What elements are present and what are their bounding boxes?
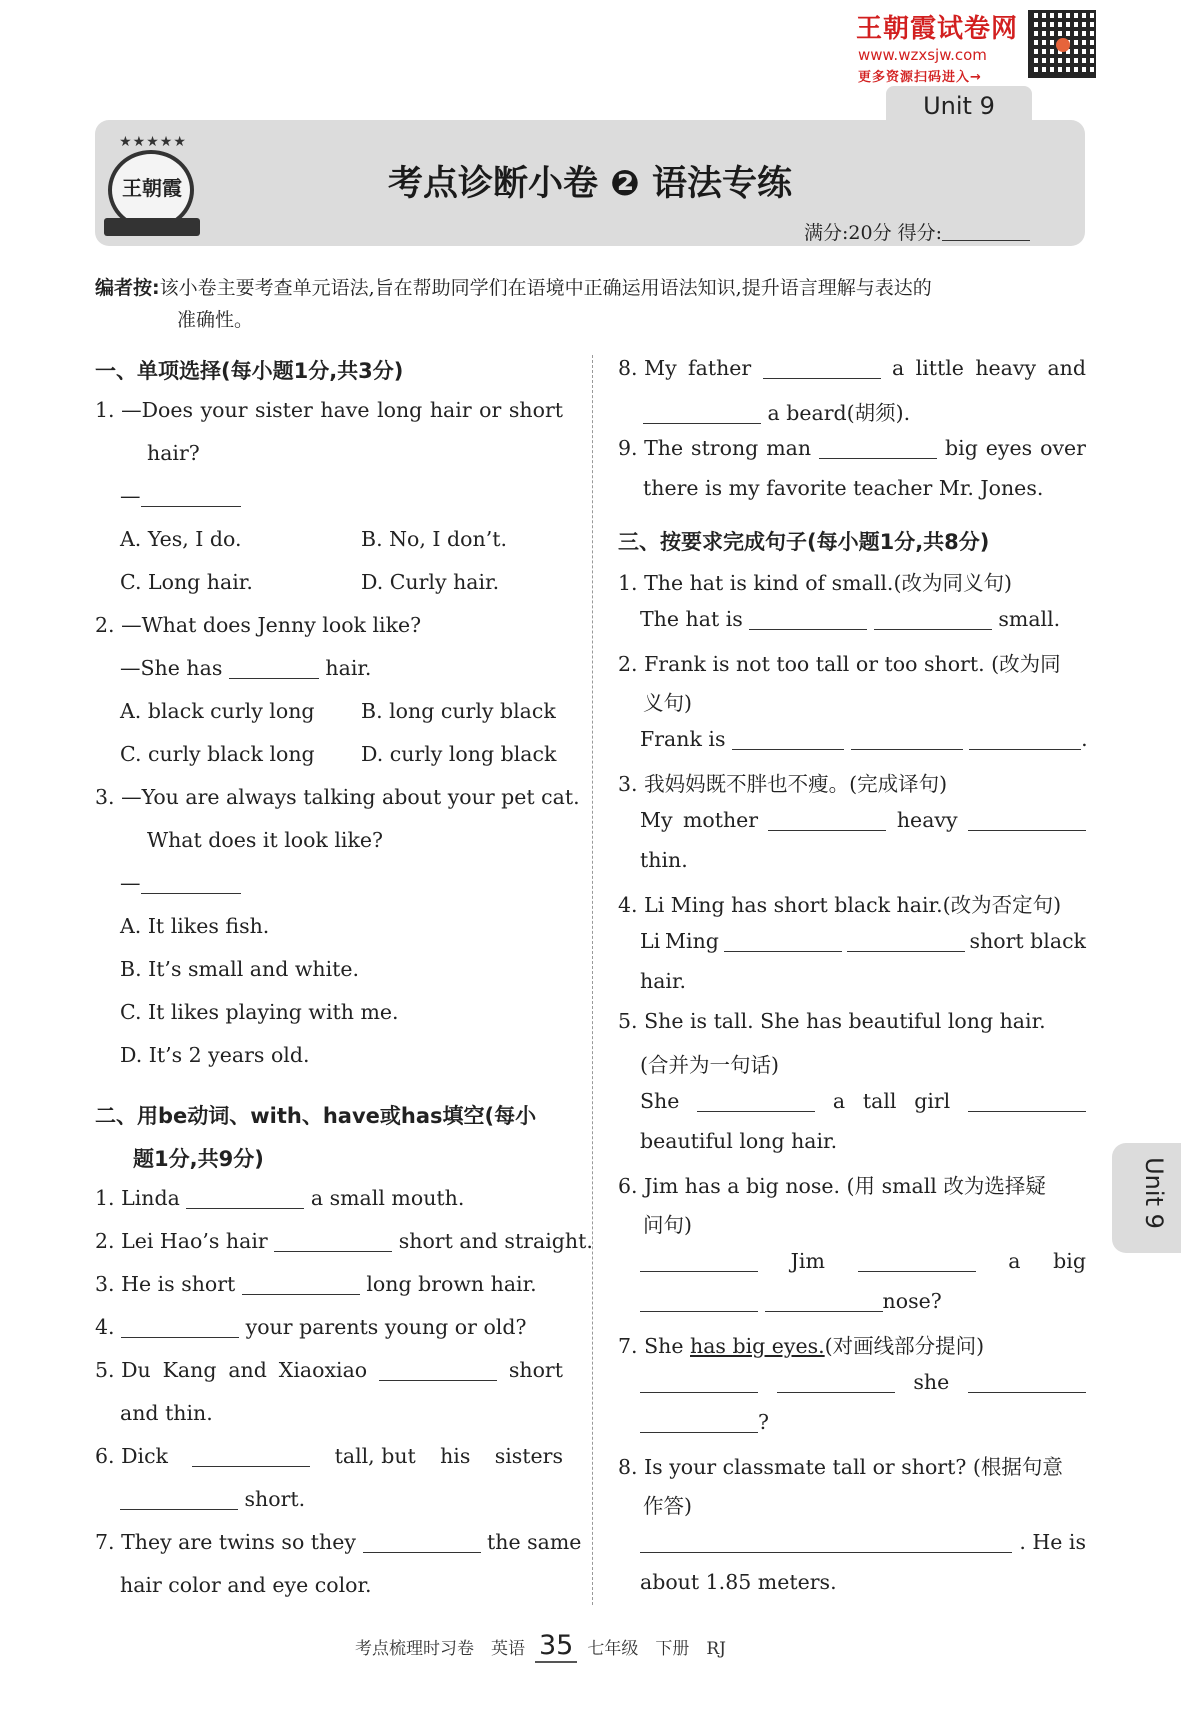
text: a [1008,1249,1021,1273]
answer-blank[interactable] [640,1370,758,1393]
answer-blank[interactable] [186,1186,304,1209]
text: have [320,398,370,422]
answer-blank[interactable] [141,871,241,894]
answer-blank[interactable] [874,607,992,630]
s2-q5-line1 [95,1358,563,1382]
q2-option-c[interactable]: C. curly black long [120,742,315,766]
answer-blank[interactable] [640,1249,758,1272]
text: 3. He is short [95,1272,236,1296]
text: man [766,436,812,460]
score-label: 满分:20分 得分: [804,222,943,244]
q2-option-a[interactable]: A. black curly long [120,699,315,723]
q1-option-c[interactable]: C. Long hair. [120,570,253,594]
q2-option-d[interactable]: D. curly long black [361,742,557,766]
text: or [479,398,502,422]
s3-q5-line3 [640,1089,1086,1113]
text: tall [862,1089,897,1113]
text: heavy [975,356,1037,380]
text: your parents young or old? [245,1315,527,1339]
text: sister [255,398,313,422]
text: Xiaoxiao [278,1358,368,1382]
answer-blank[interactable] [858,1249,976,1272]
text: over [1040,436,1086,460]
text: a [892,356,905,380]
s3-q2-line2: 义句) [643,691,692,715]
text: (对画线部分提问) [824,1334,985,1358]
q3-stem-line2: What does it look like? [147,828,384,852]
text: nose? [882,1289,942,1313]
text: big [945,436,978,460]
answer-blank[interactable] [732,727,844,750]
text: The hat is [640,607,743,631]
s3-q2-line1: 2. Frank is not too tall or too short. (改为同 [618,652,1061,676]
text: father [688,356,752,380]
brand-url[interactable]: www.wzxsjw.com [858,46,987,64]
text: short black [969,929,1086,953]
text: small. [998,607,1061,631]
answer-blank[interactable] [819,436,937,459]
unit-tab: Unit 9 [886,86,1032,126]
text: Li [640,929,661,953]
s3-q7-line1 [618,1329,984,1359]
text: She [640,1089,680,1113]
answer-blank[interactable] [763,356,881,379]
logo-stars-icon: ★★★★★ [119,134,187,150]
logo [104,128,200,244]
text: strong [691,436,759,460]
s3-q3-line2 [640,808,1086,832]
s2-q1 [95,1186,464,1210]
text: tall, but [334,1444,416,1468]
text: short. [244,1487,306,1511]
text: girl [914,1089,951,1113]
s3-q8-line3 [640,1530,1086,1554]
answer-blank[interactable] [697,1089,815,1112]
side-unit-label: Unit 9 [1139,1157,1168,1229]
page-title: 考点诊断小卷 ❷ 语法专练 [387,164,792,204]
s3-q2-line3 [640,727,1088,751]
answer-blank[interactable] [968,808,1086,831]
s2-q7-line2: hair color and eye color. [120,1573,372,1597]
q3-stem-line1: 3. —You are always talking about your pet cat. [95,785,580,809]
s3-q6-line4 [640,1289,942,1313]
s3-q5-line2: (合并为一句话) [640,1053,779,1077]
text: 1. —Does [95,398,194,422]
answer-blank[interactable] [192,1444,310,1467]
side-unit-tab [1112,1143,1181,1253]
q3-answer-line [120,871,241,895]
answer-blank[interactable] [242,1272,360,1295]
s3-q4-line1: 4. Li Ming has short black hair.(改为否定句) [618,893,1062,917]
s2-q3 [95,1272,537,1296]
s3-q5-line4: beautiful long hair. [640,1129,838,1153]
s2-q2 [95,1229,593,1253]
s3-q4-line2 [640,929,1086,953]
s2-q8-line2 [643,396,910,426]
text: 5. Du [95,1358,151,1382]
text: sisters [494,1444,563,1468]
s3-q4-line3: hair. [640,969,687,993]
answer-blank[interactable] [969,727,1081,750]
answer-blank[interactable] [724,929,842,952]
text: . He is [1019,1530,1086,1554]
text: 7. They are twins so they [95,1530,356,1554]
s2-q8-line1 [618,356,1086,380]
answer-blank[interactable] [121,1315,239,1338]
text: mother [682,808,759,832]
s2-q9-line1 [618,436,1086,460]
s3-q8-line1: 8. Is your classmate tall or short? (根据句意 [618,1455,1063,1479]
q1-option-d[interactable]: D. Curly hair. [361,570,500,594]
underlined-text: has big eyes. [690,1334,825,1358]
text: heavy [896,808,958,832]
logo-ribbon-icon [104,218,200,236]
text: long [377,398,423,422]
qr-code-icon[interactable] [1028,10,1096,78]
text: 7. She [618,1334,684,1358]
q1-stem-line2: hair? [147,441,200,465]
note-line2: 准确性。 [177,309,254,331]
text: ? [758,1410,769,1434]
answer-blank[interactable] [640,1530,1012,1553]
text: 2. Lei Hao’s hair [95,1229,268,1253]
text: and [1047,356,1086,380]
text: big [1053,1249,1086,1273]
q3-option-a[interactable]: A. It likes fish. [120,914,270,938]
editor-note [95,272,1085,336]
text: and [228,1358,267,1382]
section2-title-line2: 题1分,共9分) [133,1147,264,1171]
s2-q6-line2 [120,1487,305,1511]
text: the same [487,1530,582,1554]
s2-q6-line1 [95,1444,563,1468]
page-number: 35 [535,1630,577,1663]
text: short [508,1358,563,1382]
q1-answer-line [120,484,241,508]
footer-right: 七年级 下册 RJ [587,1639,726,1659]
text: Ming [665,929,719,953]
answer-blank[interactable] [968,1089,1086,1112]
answer-blank[interactable] [851,727,963,750]
text: Jim [790,1249,825,1273]
answer-blank[interactable] [765,1289,883,1312]
text: My [640,808,673,832]
text: little [915,356,964,380]
s2-q5-line2: and thin. [120,1401,213,1425]
answer-blank[interactable] [643,401,761,424]
text: . [1081,727,1088,751]
text: hair. [325,656,372,680]
text: a beard(胡须). [767,401,911,425]
s3-q1-line2 [640,607,1060,631]
s3-q7-line3 [640,1410,769,1434]
q1-stem-line1 [95,398,563,422]
score-blank[interactable] [942,222,1030,241]
q1-option-a[interactable]: A. Yes, I do. [120,527,242,551]
s3-q1-line1: 1. The hat is kind of small.(改为同义句) [618,571,1012,595]
text: —She has [120,656,223,680]
brand-block [856,8,1106,83]
section3-title: 三、按要求完成句子(每小题1分,共8分) [618,530,990,554]
text: eyes [985,436,1033,460]
answer-blank[interactable] [749,607,867,630]
answer-blank[interactable] [141,484,241,507]
text: hair [429,398,472,422]
q3-option-b[interactable]: B. It’s small and white. [120,957,360,981]
s3-q6-line1: 6. Jim has a big nose. (用 small 改为选择疑 [618,1174,1046,1198]
text: Kang [162,1358,217,1382]
logo-text: 王朝霞 [122,176,182,200]
text: short and straight. [398,1229,593,1253]
text: 1. Linda [95,1186,180,1210]
text: 6. Dick [95,1444,168,1468]
answer-blank[interactable] [847,929,965,952]
column-divider [592,355,593,1605]
text: she [913,1370,950,1394]
text: your [200,398,248,422]
dash: — [120,484,141,508]
answer-blank[interactable] [640,1289,758,1312]
answer-blank[interactable] [640,1410,758,1433]
dash: — [120,871,141,895]
text: long brown hair. [366,1272,537,1296]
s3-q8-line2: 作答) [643,1494,692,1518]
q2-stem-line1: 2. —What does Jenny look like? [95,613,422,637]
text: his [440,1444,471,1468]
answer-blank[interactable] [120,1487,238,1510]
text: 9. The [618,436,684,460]
answer-blank[interactable] [274,1229,392,1252]
q3-option-c[interactable]: C. It likes playing with me. [120,1000,399,1024]
s3-q6-line3 [640,1249,1086,1273]
answer-blank[interactable] [229,656,319,679]
answer-blank[interactable] [379,1358,497,1381]
answer-blank[interactable] [968,1370,1086,1393]
page-footer [355,1630,855,1663]
s3-q3-line1: 3. 我妈妈既不胖也不瘦。(完成译句) [618,772,948,796]
q2-option-b[interactable]: B. long curly black [361,699,556,723]
section1-title: 一、单项选择(每小题1分,共3分) [95,359,404,383]
footer-left: 考点梳理时习卷 英语 [355,1639,525,1659]
s2-q9-line2: there is my favorite teacher Mr. Jones. [643,476,1044,500]
s3-q5-line1: 5. She is tall. She has beautiful long hair. [618,1009,1046,1033]
brand-cta: 更多资源扫码进入→ [858,70,982,85]
s3-q6-line2: 问句) [643,1213,692,1237]
s3-q8-line4: about 1.85 meters. [640,1570,837,1594]
note-line1: 该小卷主要考查单元语法,旨在帮助同学们在语境中正确运用语法知识,提升语言理解与表达的 [159,277,932,299]
text: 8. My [618,356,677,380]
answer-blank[interactable] [768,808,886,831]
score-line [804,218,1030,245]
s3-q3-line3: thin. [640,848,688,872]
text: Frank is [640,727,726,751]
q2-stem-line2 [120,656,371,680]
q3-option-d[interactable]: D. It’s 2 years old. [120,1043,310,1067]
s3-q7-line2 [640,1370,1086,1394]
text: a [832,1089,846,1113]
answer-blank[interactable] [777,1370,895,1393]
text: 4. [95,1315,115,1339]
section2-title-line1: 二、用be动词、with、have或has填空(每小 [95,1104,537,1128]
text: a small mouth. [310,1186,465,1210]
q1-option-b[interactable]: B. No, I don’t. [361,527,507,551]
note-label: 编者按: [95,277,160,299]
text: short [508,398,563,422]
brand-name: 王朝霞试卷网 [856,14,1019,44]
s2-q7-line1 [95,1530,581,1554]
s2-q4 [95,1315,526,1339]
answer-blank[interactable] [363,1530,481,1553]
